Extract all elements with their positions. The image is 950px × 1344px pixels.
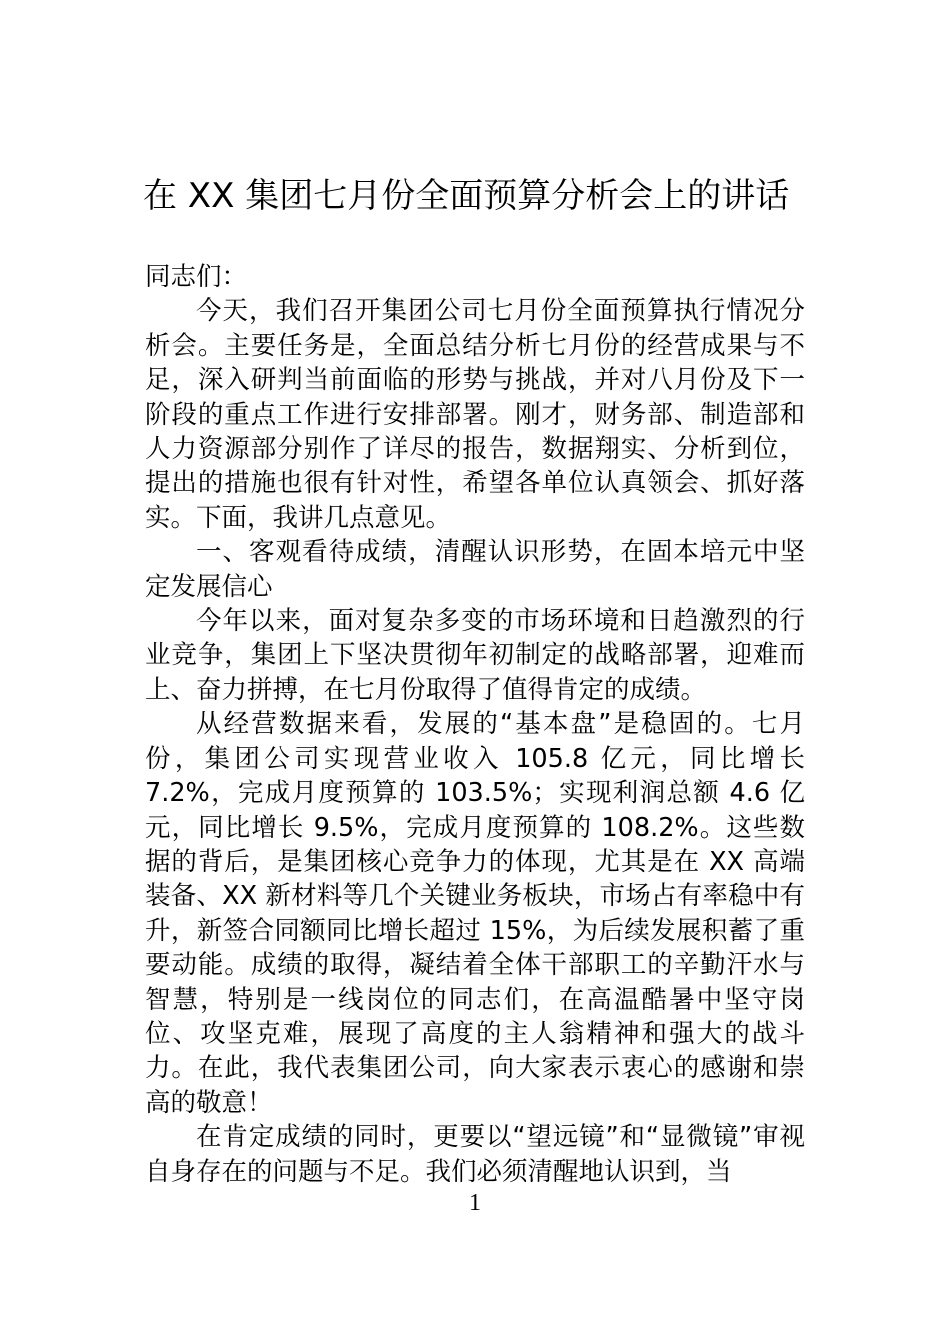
document-body [145, 260, 805, 1189]
document-title: 在 XX 集团七月份全面预算分析会上的讲话 [143, 176, 790, 216]
paragraph-problems: 在肯定成绩的同时，更要以“望远镜”和“显微镜”审视自身存在的问题与不足。我们必须清醒地认识到，当 [145, 1122, 805, 1187]
section-heading-1: 一、客观看待成绩，清醒认识形势，在固本培元中坚定发展信心 [145, 537, 805, 602]
paragraph-intro: 今天，我们召开集团公司七月份全面预算执行情况分析会。主要任务是，全面总结分析七月份的经营成果与不足，深入研判当前面临的形势与挑战，并对八月份及下一阶段的重点工作进行安排部署。刚才，财务部、制造部和人力资源部分别作了详尽的报告，数据翔实、分析到位，提出的措施也很有针对性，希望各单位认真领会、抓好落实。下面，我讲几点意见。 [145, 296, 805, 533]
paragraph-operating-data: 从经营数据来看，发展的“基本盘”是稳固的。七月份，集团公司实现营业收入 105.8 亿元，同比增长 7.2%，完成月度预算的 103.5%；实现利润总额 4.6 亿元，同比增长 9.5%，完成月度预算的 108.2%。这些数据的背后，是集团核心竞争力的体现，尤其是在 XX 高端装备、XX 新材料等几个关键业务板块，市场占有率稳中有升，新签合同额同比增长超过 15%，为后续发展积蓄了重要动能。成绩的取得，凝结着全体干部职工的辛勤汗水与智慧，特别是一线岗位的同志们，在高温酷暑中坚守岗位、攻坚克难，展现了高度的主人翁精神和强大的战斗力。在此，我代表集团公司，向大家表示衷心的感谢和崇高的敬意！ [145, 709, 805, 1118]
page-number: 1 [469, 1190, 481, 1216]
paragraph-overview: 今年以来，面对复杂多变的市场环境和日趋激烈的行业竞争，集团上下坚决贯彻年初制定的战略部署，迎难而上、奋力拼搏，在七月份取得了值得肯定的成绩。 [145, 606, 805, 705]
salutation: 同志们： [145, 262, 248, 292]
